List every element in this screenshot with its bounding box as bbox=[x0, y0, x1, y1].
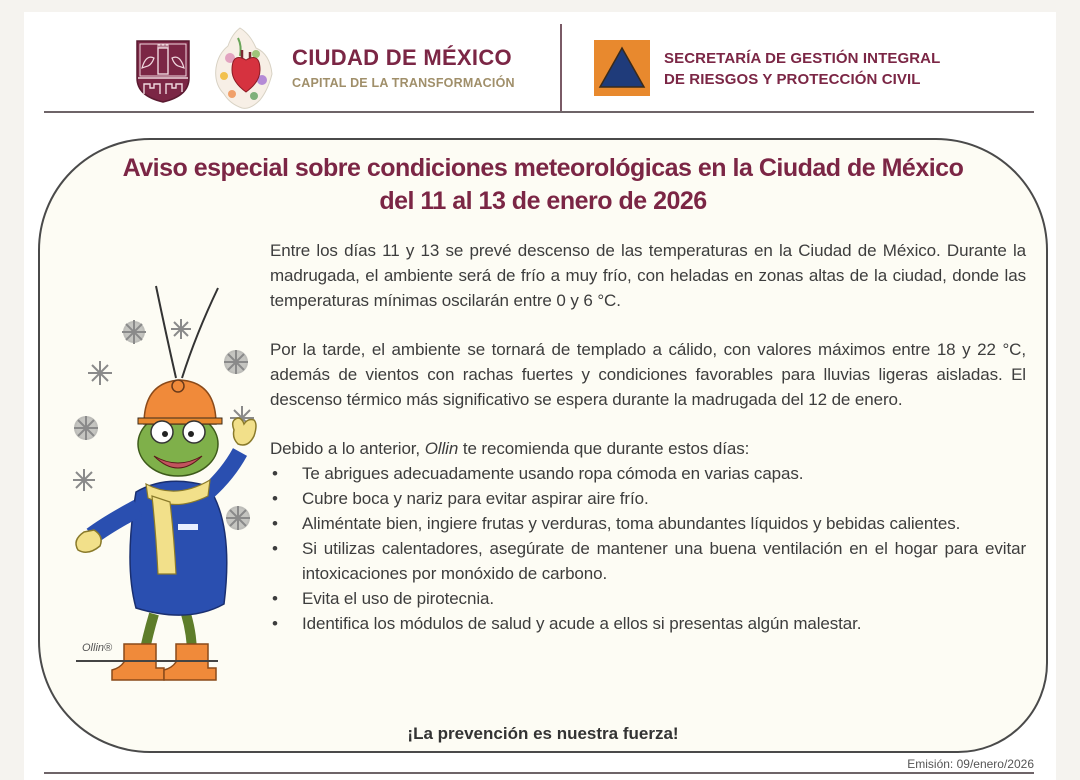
header-rule bbox=[44, 111, 1034, 113]
emission-date: Emisión: 09/enero/2026 bbox=[907, 757, 1034, 771]
paragraph-temperatures: Entre los días 11 y 13 se prevé descenso de las temperaturas en la Ciudad de México. Durante la madrugada, el ambiente será de frío a muy frío, con heladas en zonas altas de la ciudad, donde las temperaturas mínimas oscilarán entre 0 y 6 °C. bbox=[270, 241, 1026, 310]
bullet-icon: • bbox=[272, 539, 278, 558]
list-item bbox=[270, 486, 1026, 511]
cdmx-shield-icon bbox=[134, 38, 192, 104]
list-item bbox=[270, 461, 1026, 486]
list-item bbox=[270, 611, 1026, 636]
list-item bbox=[270, 511, 1026, 536]
tip-text: Identifica los módulos de salud y acude a ellos si presentas algún malestar. bbox=[302, 614, 862, 633]
tip-text: Aliméntate bien, ingiere frutas y verduras, toma abundantes líquidos y bebidas calientes. bbox=[302, 514, 961, 533]
lead-after: te recomienda que durante estos días: bbox=[458, 439, 750, 458]
mascot-rule bbox=[76, 660, 218, 662]
bullet-icon: • bbox=[272, 614, 278, 633]
notice-title bbox=[40, 152, 1046, 218]
ollin-mascot-illustration bbox=[58, 274, 268, 684]
bullet-icon: • bbox=[272, 489, 278, 508]
recommendations-lead bbox=[270, 436, 1026, 461]
tip-text: Si utilizas calentadores, asegúrate de mantener una buena ventilación en el hogar para evitar intoxicaciones por monóxido de carbono. bbox=[302, 539, 1026, 583]
notice-box bbox=[38, 138, 1048, 753]
heart-map-logo-icon bbox=[210, 24, 276, 112]
tip-text: Te abrigues adecuadamente usando ropa cómoda en varias capas. bbox=[302, 464, 804, 483]
agency-name bbox=[664, 48, 940, 90]
notice-title-line2: del 11 al 13 de enero de 2026 bbox=[379, 187, 707, 215]
notice-body bbox=[270, 238, 1026, 636]
footer-rule bbox=[44, 772, 1034, 774]
header bbox=[24, 12, 1056, 112]
bullet-icon: • bbox=[272, 589, 278, 608]
list-item bbox=[270, 586, 1026, 611]
closing-slogan: ¡La prevención es nuestra fuerza! bbox=[407, 724, 679, 743]
paragraph-afternoon: Por la tarde, el ambiente se tornará de templado a cálido, con valores máximos entre 18 y 22 °C, además de vientos con rachas fuertes y condiciones favorables para lluvias ligeras aisladas. El descenso térmico más significativo se espera durante la madrugada del 12 de enero. bbox=[270, 340, 1026, 409]
civil-protection-triangle-icon bbox=[594, 40, 650, 96]
bullet-icon: • bbox=[272, 514, 278, 533]
notice-title-line1: Aviso especial sobre condiciones meteorológicas en la Ciudad de México bbox=[122, 154, 964, 182]
agency-name-line1: SECRETARÍA DE GESTIÓN INTEGRAL bbox=[664, 50, 941, 67]
list-item bbox=[270, 536, 1026, 586]
cdmx-subtitle: CAPITAL DE LA TRANSFORMACIÓN bbox=[292, 76, 515, 90]
tip-text: Cubre boca y nariz para evitar aspirar aire frío. bbox=[302, 489, 649, 508]
mascot-mention: Ollin bbox=[424, 439, 459, 458]
recommendations-list bbox=[270, 461, 1026, 636]
lead-before: Debido a lo anterior, bbox=[270, 439, 425, 458]
header-divider bbox=[560, 24, 562, 112]
mascot-name: Ollin® bbox=[82, 642, 113, 654]
tip-text: Evita el uso de pirotecnia. bbox=[302, 589, 494, 608]
notice-page bbox=[24, 12, 1056, 780]
bullet-icon: • bbox=[272, 464, 278, 483]
agency-name-line2: DE RIESGOS Y PROTECCIÓN CIVIL bbox=[664, 71, 921, 88]
cdmx-title: CIUDAD DE MÉXICO bbox=[292, 45, 512, 70]
